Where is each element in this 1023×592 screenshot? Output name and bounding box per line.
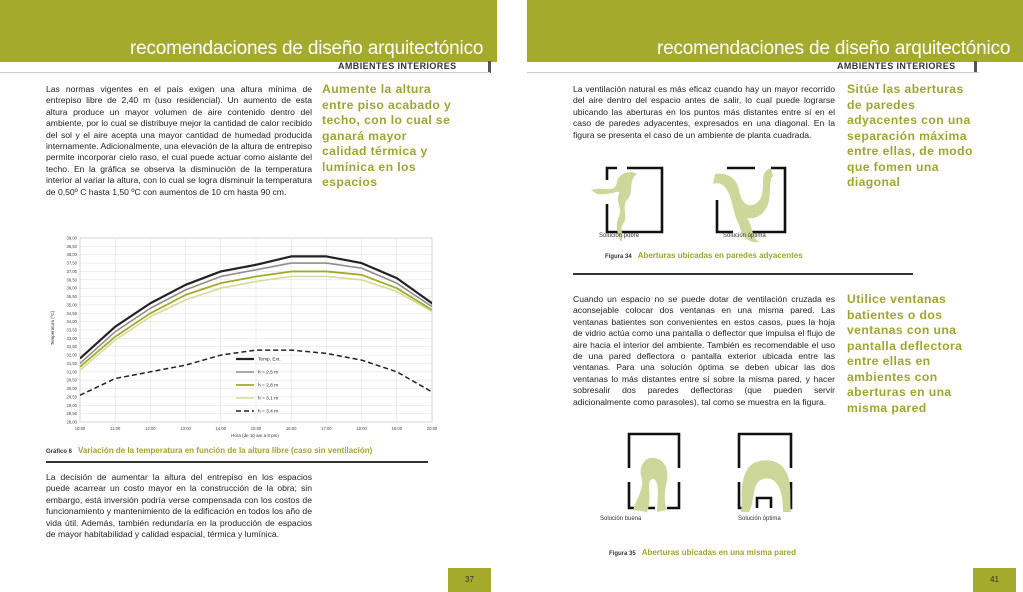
- right-header-banner: [527, 0, 1023, 62]
- chart-x-tick: 15:00: [250, 426, 262, 431]
- chart-legend-label: h = 3,4 m: [258, 409, 279, 415]
- right-page-number: 41: [973, 568, 1016, 592]
- chart-y-tick: 28,00: [66, 419, 77, 425]
- graph-caption: Variación de la temperatura en función de la altura libre (caso sin ventilación): [78, 446, 373, 455]
- chart-y-tick: 35,50: [66, 294, 77, 300]
- chart-series: [80, 256, 448, 417]
- chart-y-tick: 30,00: [66, 386, 77, 392]
- page-gutter: [497, 0, 527, 592]
- chart-x-tick: 16:00: [285, 426, 297, 431]
- fig35-label-optimal: Solución óptima: [738, 516, 781, 522]
- right-header-rule: [527, 72, 979, 73]
- chart-y-tick: 35,00: [66, 302, 77, 308]
- left-header-title: recomendaciones de diseño arquitectónico: [130, 38, 484, 59]
- chart-x-tick: 14:00: [215, 426, 227, 431]
- chart-y-tick: 36,50: [66, 277, 77, 283]
- chart-y-tick: 33,50: [66, 327, 77, 333]
- left-intro-paragraph: Las normas vigentes en el país exigen una altura mínima de entrepiso libre de 2,40 m (uso residencial). Un aumento de esta altura produce un mayor volumen de aire contenido dentro del ambiente, por lo cual se distribuye mejor la cantidad de calor recibido del sol y el aire acepta una mayor cantidad de humedad producida internamente. Adicionalmente, una elevación de la altura de entrepiso permite incorporar cielo raso, el cual puede actuar como aislante del techo. En la gráfica se observa la disminución de la temperatura interior al variar la altura, con lo cual se logra disminuir la temperatura de 0,50º C hasta 1,50 ºC con aumentos de 10 cm hasta 90 cm.: [46, 84, 312, 197]
- room-optimal-solution-2: [739, 434, 791, 512]
- left-divider: [46, 461, 428, 463]
- fig34-caption-line: [605, 251, 803, 260]
- chart-x-tick: 12:00: [145, 426, 156, 431]
- right-paragraph-1: La ventilación natural es más eficaz cuando hay un mayor recorrido del aire dentro del espacio antes de salir, lo cual puede lograrse ubicando las aberturas en los puntos más distantes entre sí en el caso de paredes adyacentes, expresados en una diagonal. En la figura se presenta el caso de un ambiente de planta cuadrada.: [573, 84, 835, 140]
- chart-y-tick: 39,00: [66, 235, 77, 241]
- chart-x-tick: 11:00: [110, 426, 121, 431]
- right-paragraph-2: Cuando un espacio no se puede dotar de ventilación cruzada es aconsejable colocar dos ventanas en una misma pared. Las ventanas batientes son convenientes en estos casos, pues la hoja de vidrio actúa como una pantalla o deflector que impulsa el flujo de aire hacia el interior del ambiente. También es recomendable el uso de una pared deflectora o pantalla exterior ubicada entre las ventanas. Para una solución óptima se deben ubicar las dos ventanas lo más distantes entre sí sobre la misma pared, y hacer sobresalir dos paredes deflectoras (que pueden servir adicionalmente como parasoles), tal como se muestra en la figura.: [573, 294, 835, 407]
- room-optimal-solution: [713, 168, 785, 242]
- chart-y-tick: 38,50: [66, 243, 77, 249]
- left-page-number: 37: [448, 568, 491, 592]
- chart-x-tick: 19:00: [391, 426, 403, 431]
- fig35-caption: Aberturas ubicadas en una misma pared: [641, 548, 796, 557]
- chart-y-tick: 31,50: [66, 360, 77, 366]
- chart-y-tick: 37,50: [66, 260, 77, 266]
- fig34-label-poor: Solución pobre: [599, 233, 640, 239]
- chart-series-line-1: [80, 256, 448, 358]
- right-header-title: recomendaciones de diseño arquitectónico: [657, 38, 1011, 59]
- chart-x-tick: 13:00: [180, 426, 191, 431]
- chart-legend-label: h = 2,5 m: [258, 370, 279, 376]
- chart-y-tick: 31,00: [66, 369, 77, 375]
- chart-y-tick: 28,50: [66, 411, 77, 417]
- right-highlight-1: Sitúe las aberturas de paredes adyacentes con una separación máxima entre ellas, de modo que fomen una diagonal: [847, 82, 973, 189]
- right-highlight-2: Utilice ventanas batientes o dos ventanas con una pantalla deflectora entre ellas en ambientes con aberturas en una misma pared: [847, 292, 963, 415]
- chart-x-tick: 18:00: [356, 426, 367, 431]
- figure-35-diagram: [607, 428, 827, 518]
- chart-y-tick: 30,50: [66, 377, 77, 383]
- chart-legend-label: h = 2,8 m: [258, 383, 279, 389]
- chart-y-tick: 29,00: [66, 402, 77, 408]
- chart-y-tick: 38,00: [66, 252, 77, 258]
- graph-caption-line: [46, 446, 372, 455]
- chart-x-ticks: [75, 426, 438, 431]
- chart-y-tick: 34,00: [66, 319, 77, 325]
- temperature-chart: [48, 228, 448, 440]
- graph-label: Gráfico 6: [46, 449, 73, 455]
- chart-x-tick: 10:00: [74, 426, 86, 431]
- chart-x-tick: 17:00: [321, 426, 332, 431]
- chart-y-label: Temperatura (ºC): [50, 310, 55, 346]
- chart-y-tick: 34,50: [66, 310, 77, 316]
- chart-legend-label: h = 3,1 m: [258, 396, 279, 402]
- left-page: [0, 0, 497, 592]
- room-poor-solution: [591, 168, 662, 242]
- chart-y-tick: 32,50: [66, 344, 77, 350]
- right-divider: [573, 273, 913, 275]
- chart-y-tick: 33,00: [66, 335, 77, 341]
- chart-y-tick: 36,00: [66, 285, 77, 291]
- fig34-number: Figura 34: [605, 254, 632, 260]
- chart-y-tick: 37,00: [66, 268, 77, 274]
- chart-legend-label: Temp. Ext.: [258, 357, 281, 363]
- fig35-label-good: Solución buena: [600, 516, 642, 522]
- chart-legend: [236, 357, 281, 415]
- left-highlight: Aumente la altura entre piso acabado y techo, con lo cual se ganará mayor calidad térmica y lumínica en los espacios: [322, 82, 452, 189]
- left-header-banner: [0, 0, 497, 62]
- chart-y-tick: 32,00: [66, 352, 77, 358]
- chart-y-ticks: [67, 236, 78, 425]
- chart-x-tick: 20:00: [426, 426, 438, 431]
- chart-x-label: Hora (de 10 am a 8 pm): [231, 433, 279, 438]
- fig35-caption-line: [609, 548, 796, 557]
- room-good-solution: [629, 434, 679, 512]
- left-section-label: AMBIENTES INTERIORES: [338, 61, 457, 71]
- fig34-caption: Aberturas ubicadas en paredes adyacentes: [637, 251, 803, 260]
- chart-y-tick: 29,50: [66, 394, 77, 400]
- left-header-rule: [0, 72, 490, 73]
- right-page: [527, 0, 1023, 592]
- fig34-label-optimal: Solución óptima: [723, 233, 766, 239]
- right-section-label: AMBIENTES INTERIORES: [837, 61, 956, 71]
- left-closing-paragraph: La decisión de aumentar la altura del entrepiso en los espacios puede acarrear un costo mayor en la construcción de la obra; sin embargo, está inversión podría verse compensada con los costos de funcionamiento y mantenimiento de la edificación en todos los año de vida útil. Además, también redundaría en la producción de espacios de mayor habitabilidad y calidad espacial, térmica y lumínica.: [46, 472, 312, 540]
- fig35-number: Figura 35: [609, 551, 636, 557]
